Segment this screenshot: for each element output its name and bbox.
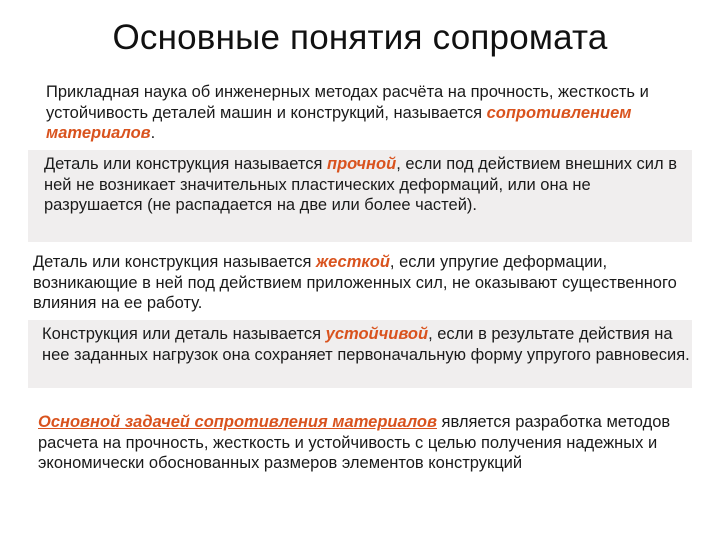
- highlighted-term: Основной задачей сопротивления материалов: [38, 413, 437, 431]
- highlighted-term: жесткой: [316, 253, 390, 271]
- paragraph-text: , если под действием внешних сил в ней не возникает значительных пластических деформаций, или она не разрушается (не распадается на две или более частей).: [44, 155, 677, 214]
- slide-title: Основные понятия сопромата: [112, 18, 608, 57]
- definition-stable: [42, 324, 692, 365]
- paragraph-text: Прикладная наука об инженерных методах расчёта на прочность, жесткость и устойчивость деталей машин и конструкций, называется: [46, 83, 649, 122]
- paragraph-text: является разработка методов расчета на прочность, жесткость и устойчивость с целью получения надежных и экономически обоснованных размеров элементов конструкций: [38, 413, 671, 472]
- definition-strong: [44, 154, 684, 216]
- paragraph-text: , если в результате действия на нее заданных нагрузок она сохраняет первоначальную форму упругого равновесия.: [42, 325, 690, 364]
- highlighted-term: сопротивлением материалов: [46, 103, 632, 142]
- main-task-statement: [38, 412, 698, 474]
- paragraph-text: Деталь или конструкция называется: [33, 253, 317, 271]
- paragraph-text: , если упругие деформации, возникающие в ней под действием приложенных сил, не оказывают существенного влияния на ее работу.: [33, 253, 677, 312]
- definition-rigid: [33, 252, 693, 314]
- definition-strength-of-materials: [46, 82, 686, 144]
- highlighted-term: прочной: [327, 155, 397, 173]
- paragraph-text: Конструкция или деталь называется: [42, 325, 326, 343]
- highlighted-term: устойчивой: [325, 325, 429, 343]
- paragraph-text: Деталь или конструкция называется: [44, 155, 328, 173]
- paragraph-text: .: [150, 124, 156, 142]
